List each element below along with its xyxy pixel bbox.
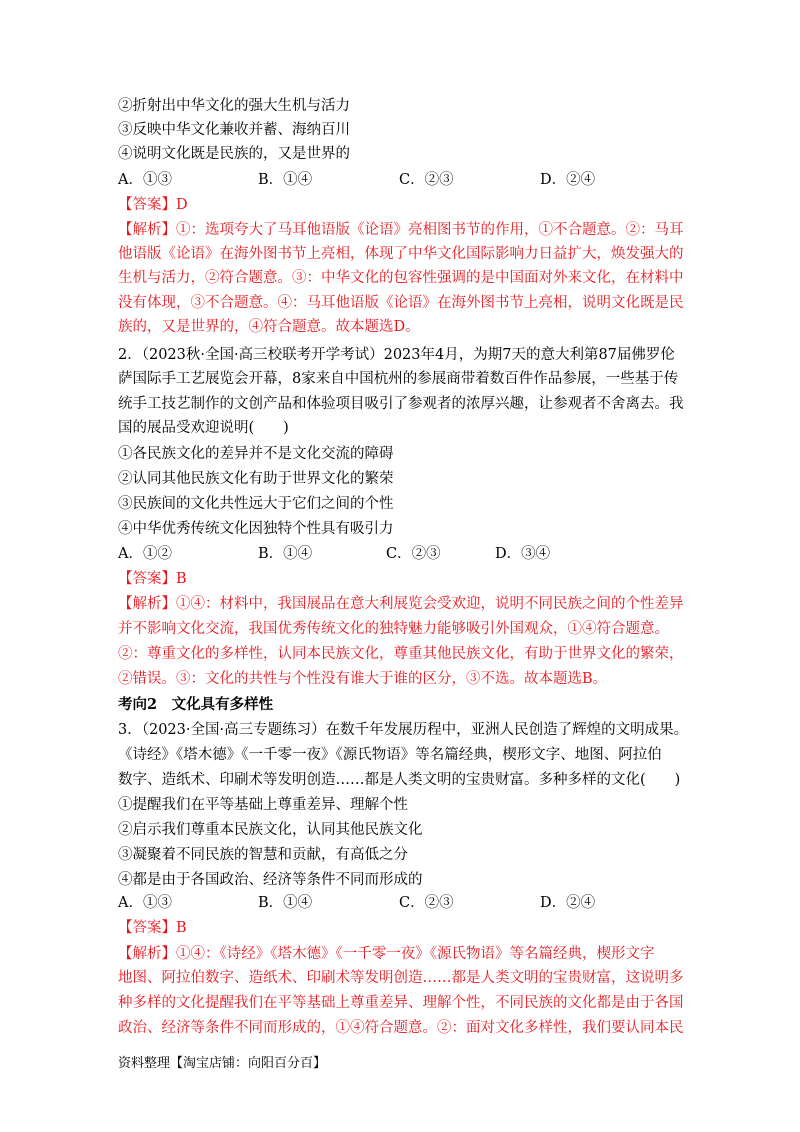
q1-statement-4: ④说明文化既是民族的，又是世界的 bbox=[118, 146, 350, 162]
q3-stem-line: 数字、造纸术、印刷术等发明创造……都是人类文明的宝贵财富。多种多样的文化( ) bbox=[118, 772, 681, 788]
q1-option-d: D．②④ bbox=[540, 172, 596, 188]
q2-answer: 【答案】B bbox=[118, 571, 187, 587]
q1-option-a: A．①③ bbox=[118, 172, 172, 188]
q3-stem-line: 《诗经》《塔木德》《一千零一夜》《源氏物语》等名篇经典，楔形文字、地图、阿拉伯 bbox=[118, 747, 662, 763]
q2-analysis-line: 并不影响文化交流，我国优秀传统文化的独特魅力能够吸引外国观众，①④符合题意。 bbox=[118, 621, 669, 637]
q2-stem-line: 国的展品受欢迎说明( ) bbox=[118, 420, 289, 436]
q2-analysis-line: ②：尊重文化的多样性，认同本民族文化，尊重其他民族文化，有助于世界文化的繁荣， bbox=[118, 646, 684, 662]
q1-option-c: C．②③ bbox=[399, 172, 454, 188]
q1-analysis-line: 族的，又是世界的，④符合题意。故本题选D。 bbox=[118, 319, 420, 335]
q2-option-c: C．②③ bbox=[386, 546, 441, 562]
q2-analysis-line: ②错误。③：文化的共性与个性没有谁大于谁的区分，③不选。故本题选B。 bbox=[118, 671, 608, 687]
q3-statement-2: ②启示我们尊重本民族文化，认同其他民族文化 bbox=[118, 822, 423, 838]
q1-analysis-line: 【解析】①：选项夸大了马耳他语版《论语》亮相图书节的作用，①不合题意。②：马耳 bbox=[118, 222, 684, 238]
q2-statement-2: ②认同其他民族文化有助于世界文化的繁荣 bbox=[118, 471, 394, 487]
page-footer: 资料整理【淘宝店铺：向阳百分百】 bbox=[118, 1056, 327, 1071]
q3-option-d: D．②④ bbox=[540, 895, 596, 911]
q1-analysis-line: 他语版《论语》在海外图书节上亮相，体现了中华文化国际影响力日益扩大，焕发强大的 bbox=[118, 246, 684, 262]
q2-option-b: B．①④ bbox=[258, 546, 313, 562]
q2-analysis-line: 【解析】①④：材料中，我国展品在意大利展览会受欢迎，说明不同民族之间的个性差异 bbox=[118, 596, 684, 612]
q3-analysis-line: 种多样的文化提醒我们在平等基础上尊重差异、理解个性，不同民族的文化都是由于各国 bbox=[118, 995, 684, 1011]
q1-answer: 【答案】D bbox=[118, 197, 188, 213]
q2-stem-line: 2．（2023秋·全国·高三校联考开学考试）2023年4月，为期7天的意大利第87届佛罗伦 bbox=[118, 347, 675, 363]
q1-statement-2: ②折射出中华文化的强大生机与活力 bbox=[118, 98, 350, 114]
q1-analysis-line: 生机与活力，②符合题意。③：中华文化的包容性强调的是中国面对外来文化，在材料中 bbox=[118, 270, 684, 286]
q3-statement-4: ④都是由于各国政治、经济等条件不同而形成的 bbox=[118, 872, 423, 888]
q1-analysis-line: 没有体现，③不合题意。④：马耳他语版《论语》在海外图书节上亮相，说明文化既是民 bbox=[118, 295, 684, 311]
q2-stem-line: 萨国际手工艺展览会开幕，8家来自中国杭州的参展商带着数百件作品参展，一些基于传 bbox=[118, 371, 679, 387]
q3-analysis-line: 地图、阿拉伯数字、造纸术、印刷术等发明创造……都是人类文明的宝贵财富，这说明多 bbox=[118, 970, 684, 986]
q3-statement-3: ③凝聚着不同民族的智慧和贡献，有高低之分 bbox=[118, 847, 408, 863]
q3-option-c: C．②③ bbox=[399, 895, 454, 911]
q3-option-a: A．①③ bbox=[118, 895, 172, 911]
section-title: 考向2 文化具有多样性 bbox=[118, 696, 274, 713]
q3-answer: 【答案】B bbox=[118, 920, 187, 936]
q3-statement-1: ①提醒我们在平等基础上尊重差异、理解个性 bbox=[118, 797, 408, 813]
q3-analysis-line: 【解析】①④：《诗经》《塔木德》《一千零一夜》《源氏物语》等名篇经典，楔形文字 bbox=[118, 946, 655, 962]
q2-option-d: D．③④ bbox=[495, 546, 551, 562]
q2-option-a: A．①② bbox=[118, 546, 172, 562]
q3-stem-line: 3．（2023·全国·高三专题练习）在数千年发展历程中，亚洲人民创造了辉煌的文明成果。 bbox=[118, 722, 689, 738]
q3-option-b: B．①④ bbox=[258, 895, 313, 911]
q1-statement-3: ③反映中华文化兼收并蓄、海纳百川 bbox=[118, 122, 350, 138]
q1-option-b: B．①④ bbox=[258, 172, 313, 188]
q2-statement-1: ①各民族文化的差异并不是文化交流的障碍 bbox=[118, 446, 394, 462]
q2-stem-line: 统手工技艺制作的文创产品和体验项目吸引了参观者的浓厚兴趣，让参观者不舍离去。我 bbox=[118, 396, 684, 412]
q3-analysis-line: 政治、经济等条件不同而形成的，①④符合题意。②：面对文化多样性，我们要认同本民 bbox=[118, 1020, 684, 1036]
q2-statement-3: ③民族间的文化共性远大于它们之间的个性 bbox=[118, 496, 394, 512]
q2-statement-4: ④中华优秀传统文化因独特个性具有吸引力 bbox=[118, 521, 394, 537]
